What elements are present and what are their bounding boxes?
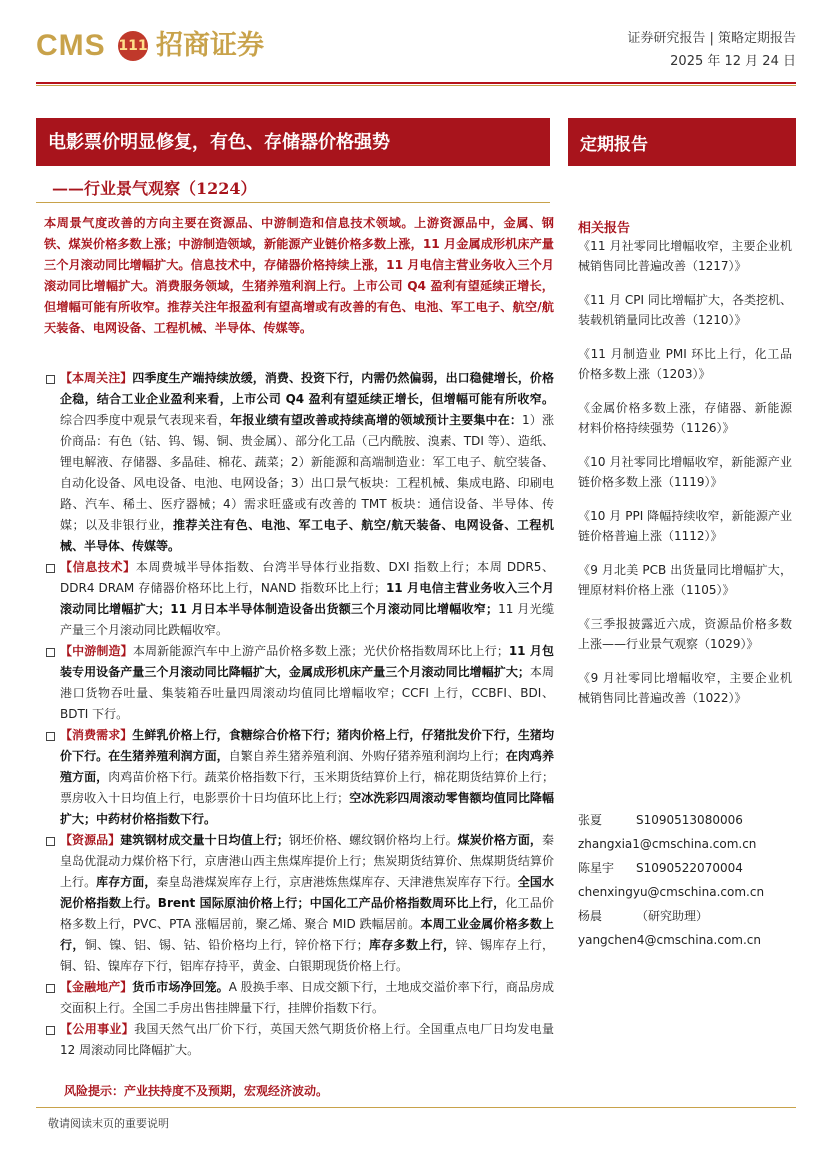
checkbox-square-icon <box>46 564 55 573</box>
bullet-tag: 【中游制造】 <box>60 644 133 658</box>
bullet-text: 建筑钢材成交量十日均值上行； <box>120 833 289 847</box>
bullet-item <box>44 368 554 557</box>
bullet-text: 本周新能源汽车中上游产品价格多数上涨；光伏价格指数周环比上行； <box>132 644 509 658</box>
analyst-id: S1090522070004 <box>636 861 743 875</box>
checkbox-square-icon <box>46 984 55 993</box>
bullet-text: 11 月电信主营业务收入三个月滚动同比增幅扩大；11 月日本半导体制造设备出货额三个月滚动同比增幅收窄； <box>60 581 554 616</box>
related-report-link[interactable]: 《9 月社零同比增幅收窄，主要企业机械销售同比普遍改善（1022）》 <box>578 671 792 705</box>
bullet-tag: 【消费需求】 <box>60 728 133 742</box>
related-report-link[interactable]: 《三季报披露近六成，资源品价格多数上涨——行业景气观察（1029）》 <box>578 617 792 651</box>
bullet-text: 库存多数上行， <box>368 938 456 952</box>
related-report-link[interactable]: 《11 月社零同比增幅收窄，主要企业机械销售同比普遍改善（1217）》 <box>578 239 792 273</box>
bullet-text: 库存方面， <box>96 875 157 889</box>
related-report-link[interactable]: 《10 月 PPI 降幅持续收窄，新能源产业链价格普遍上涨（1112）》 <box>578 509 792 543</box>
bullet-tag: 【金融地产】 <box>60 980 133 994</box>
bullet-text: 1）涨价商品：有色（钴、钨、锡、铜、贵金属）、部分化工品（己内酰胺、溴素、TDI 等）、造纸、锂电解液、存储器、多晶硅、棉花、蔬菜；2）新能源和高端制造业：军工电子、航空装备、自动化设备、风电设备、电池、电网设备；3）出口景气板块：工程机械、集成电路、印刷电路、汽车、稀土、医疗器械；4）需求旺盛或有改善的 TMT 板块：通信设备、半导体、传媒；以及非银行业， <box>60 413 554 532</box>
report-category: 定期报告 <box>580 135 648 155</box>
bullet-text: 综合四季度中观景气表现来看， <box>60 413 231 427</box>
footer-disclaimer: 敬请阅读末页的重要说明 <box>48 1117 169 1130</box>
bullet-text: 年报业绩有望改善或持续高增的领域预计主要集中在： <box>230 413 523 427</box>
analyst-row <box>578 808 798 832</box>
header-divider <box>36 82 796 84</box>
summary-paragraph: 本周景气度改善的方向主要在资源品、中游制造和信息技术领域。上游资源品中，金属、钢铁、煤炭价格多数上涨；中游制造领域，新能源产业链价格多数上涨，11 月金属成形机床产量三个月滚动同比增幅扩大。信息技术中，存储器价格持续上涨，11 月电信主营业务收入三个月滚动同比增幅扩大。消费服务领域，生猪养殖利润上行。上市公司 Q4 盈利有望延续正增长，但增幅可能有所收窄。推荐关注年报盈利有望高增或有改善的有色、电池、军工电子、航空/航天装备、电网设备、工程机械、半导体、传媒等。 <box>44 216 554 335</box>
analyst-name: 陈星宇 <box>578 861 615 875</box>
checkbox-square-icon <box>46 375 55 384</box>
related-report-link[interactable]: 《11 月 CPI 同比增幅扩大，各类挖机、装载机销量同比改善（1210）》 <box>578 293 792 327</box>
bullet-text: 全国水泥价格指数上行。Brent 国际原油价格上行；中国化工产品价格指数周环比上行， <box>60 875 554 910</box>
related-report-link[interactable]: 《11 月制造业 PMI 环比上行，化工品价格多数上涨（1203）》 <box>578 347 792 381</box>
checkbox-square-icon <box>46 1026 55 1035</box>
bullet-item <box>44 557 554 641</box>
bullet-tag: 【本周关注】 <box>60 371 133 385</box>
title-divider <box>36 202 550 203</box>
logo-chinese: 招商证券 <box>156 30 264 61</box>
bullet-text: 本周工业金属价格多数上行， <box>60 917 554 952</box>
header-divider-gold <box>36 85 796 86</box>
analyst-email[interactable]: chenxingyu@cmschina.com.cn <box>578 885 765 899</box>
analyst-name: 张夏 <box>578 813 603 827</box>
analyst-list <box>578 808 798 952</box>
bullet-text: 空冰洗彩四周滚动零售额均值同比降幅扩大；中药材价格指数下行。 <box>60 791 554 826</box>
bullet-text: 锌、锡库存上行，铜、铅、镍库存下行，铝库存持平，黄金、白银期现货价格上行。 <box>60 938 554 973</box>
bullet-list <box>44 368 554 1061</box>
analyst-id: （研究助理） <box>636 909 709 923</box>
bullet-item <box>44 977 554 1019</box>
bullet-text: 铜、镍、铝、锡、钴、铅价格均上行，锌价格下行； <box>84 938 369 952</box>
bullet-item <box>44 725 554 830</box>
analyst-id: S1090513080006 <box>636 813 743 827</box>
related-reports-list <box>578 236 792 722</box>
checkbox-square-icon <box>46 837 55 846</box>
analyst-name: 杨晨 <box>578 909 603 923</box>
analyst-row <box>578 856 798 880</box>
analyst-row <box>578 904 798 928</box>
bullet-text: 生鲜乳价格上行，食糖综合价格下行；猪肉价格上行，仔猪批发价下行，生猪均价下行。在生猪养殖利润方面， <box>60 728 554 763</box>
report-type: 证券研究报告 | 策略定期报告 <box>627 31 796 46</box>
bullet-tag: 【信息技术】 <box>60 560 136 574</box>
logo-latin: CMS <box>36 29 106 62</box>
analyst-email[interactable]: yangchen4@cmschina.com.cn <box>578 933 761 947</box>
bullet-text: 货币市场净回笼。 <box>132 980 229 994</box>
related-reports-title: 相关报告 <box>578 221 631 236</box>
bullet-text: 钢坯价格、螺纹钢价格均上行。 <box>288 833 458 847</box>
logo-badge-icon: 111 <box>118 31 148 61</box>
checkbox-square-icon <box>46 648 55 657</box>
bullet-text: 四季度生产端持续放缓，消费、投资下行，内需仍然偏弱，出口稳健增长，价格企稳，结合工业企业盈利来看，上市公司 Q4 盈利有望延续正增长，但增幅可能有所收窄。 <box>60 371 554 406</box>
page-subtitle: ——行业景气观察（1224） <box>52 179 257 198</box>
risk-warning: 风险提示：产业扶持度不及预期，宏观经济波动。 <box>64 1084 329 1098</box>
related-report-link[interactable]: 《10 月社零同比增幅收窄，新能源产业链价格多数上涨（1119）》 <box>578 455 792 489</box>
footer-divider <box>36 1107 796 1108</box>
bullet-tag: 【资源品】 <box>60 833 121 847</box>
bullet-text: 推荐关注有色、电池、军工电子、航空/航天装备、电网设备、工程机械、半导体、传媒等。 <box>60 518 554 553</box>
report-date: 2025 年 12 月 24 日 <box>670 54 796 69</box>
checkbox-square-icon <box>46 732 55 741</box>
bullet-text: 在肉鸡养殖方面， <box>60 749 554 784</box>
bullet-item <box>44 830 554 977</box>
bullet-text: 秦皇岛优混动力煤价格下行，京唐港山西主焦煤库提价上行；焦炭期货结算价、焦煤期货结算价上行。 <box>60 833 554 889</box>
analyst-email[interactable]: zhangxia1@cmschina.com.cn <box>578 837 757 851</box>
bullet-text: 自繁自养生猪养殖利润、外购仔猪养殖利润均上行； <box>228 749 506 763</box>
bullet-item <box>44 1019 554 1061</box>
related-report-link[interactable]: 《金属价格多数上涨，存储器、新能源材料价格持续强势（1126）》 <box>578 401 792 435</box>
page-title: 电影票价明显修复，有色、存储器价格强势 <box>48 132 390 153</box>
bullet-text: 我国天然气出厂价下行，英国天然气期货价格上行。全国重点电厂日均发电量 12 周滚动同比降幅扩大。 <box>60 1022 554 1057</box>
bullet-text: 肉鸡苗价格下行。蔬菜价格指数下行，玉米期货结算价上行，棉花期货结算价上行；票房收入十日均值上行，电影票价十日均值环比上行； <box>60 770 554 805</box>
related-report-link[interactable]: 《9 月北美 PCB 出货量同比增幅扩大，锂原材料价格上涨（1105）》 <box>578 563 792 597</box>
bullet-tag: 【公用事业】 <box>60 1022 135 1036</box>
bullet-text: 煤炭价格方面， <box>457 833 542 847</box>
bullet-text: 本周费城半导体指数、台湾半导体行业指数、DXI 指数上行；本周 DDR5、DDR4 DRAM 存储器价格环比上行，NAND 指数环比上行； <box>60 560 554 595</box>
bullet-text: 化工品价格多数上行，PVC、PTA 涨幅居前，聚乙烯、聚合 MID 跌幅居前。 <box>60 896 554 931</box>
bullet-text: 11 月光缆产量三个月滚动同比跌幅收窄。 <box>60 602 554 637</box>
company-logo <box>36 26 286 66</box>
bullet-text: 本周港口货物吞吐量、集装箱吞吐量四周滚动均值同比增幅收窄；CCFI 上行，CCBFI、BDI、BDTI 下行。 <box>60 665 554 721</box>
bullet-text: 11 月包装专用设备产量三个月滚动同比降幅扩大，金属成形机床产量三个月滚动同比增幅扩大； <box>60 644 554 679</box>
bullet-text: A 股换手率、日成交额下行，土地成交溢价率下行，商品房成交面积上行。全国二手房出售挂牌量下行，挂牌价指数下行。 <box>60 980 554 1015</box>
bullet-item <box>44 641 554 725</box>
bullet-text: 秦皇岛港煤炭库存上行，京唐港炼焦煤库存、天津港焦炭库存下行。 <box>156 875 518 889</box>
